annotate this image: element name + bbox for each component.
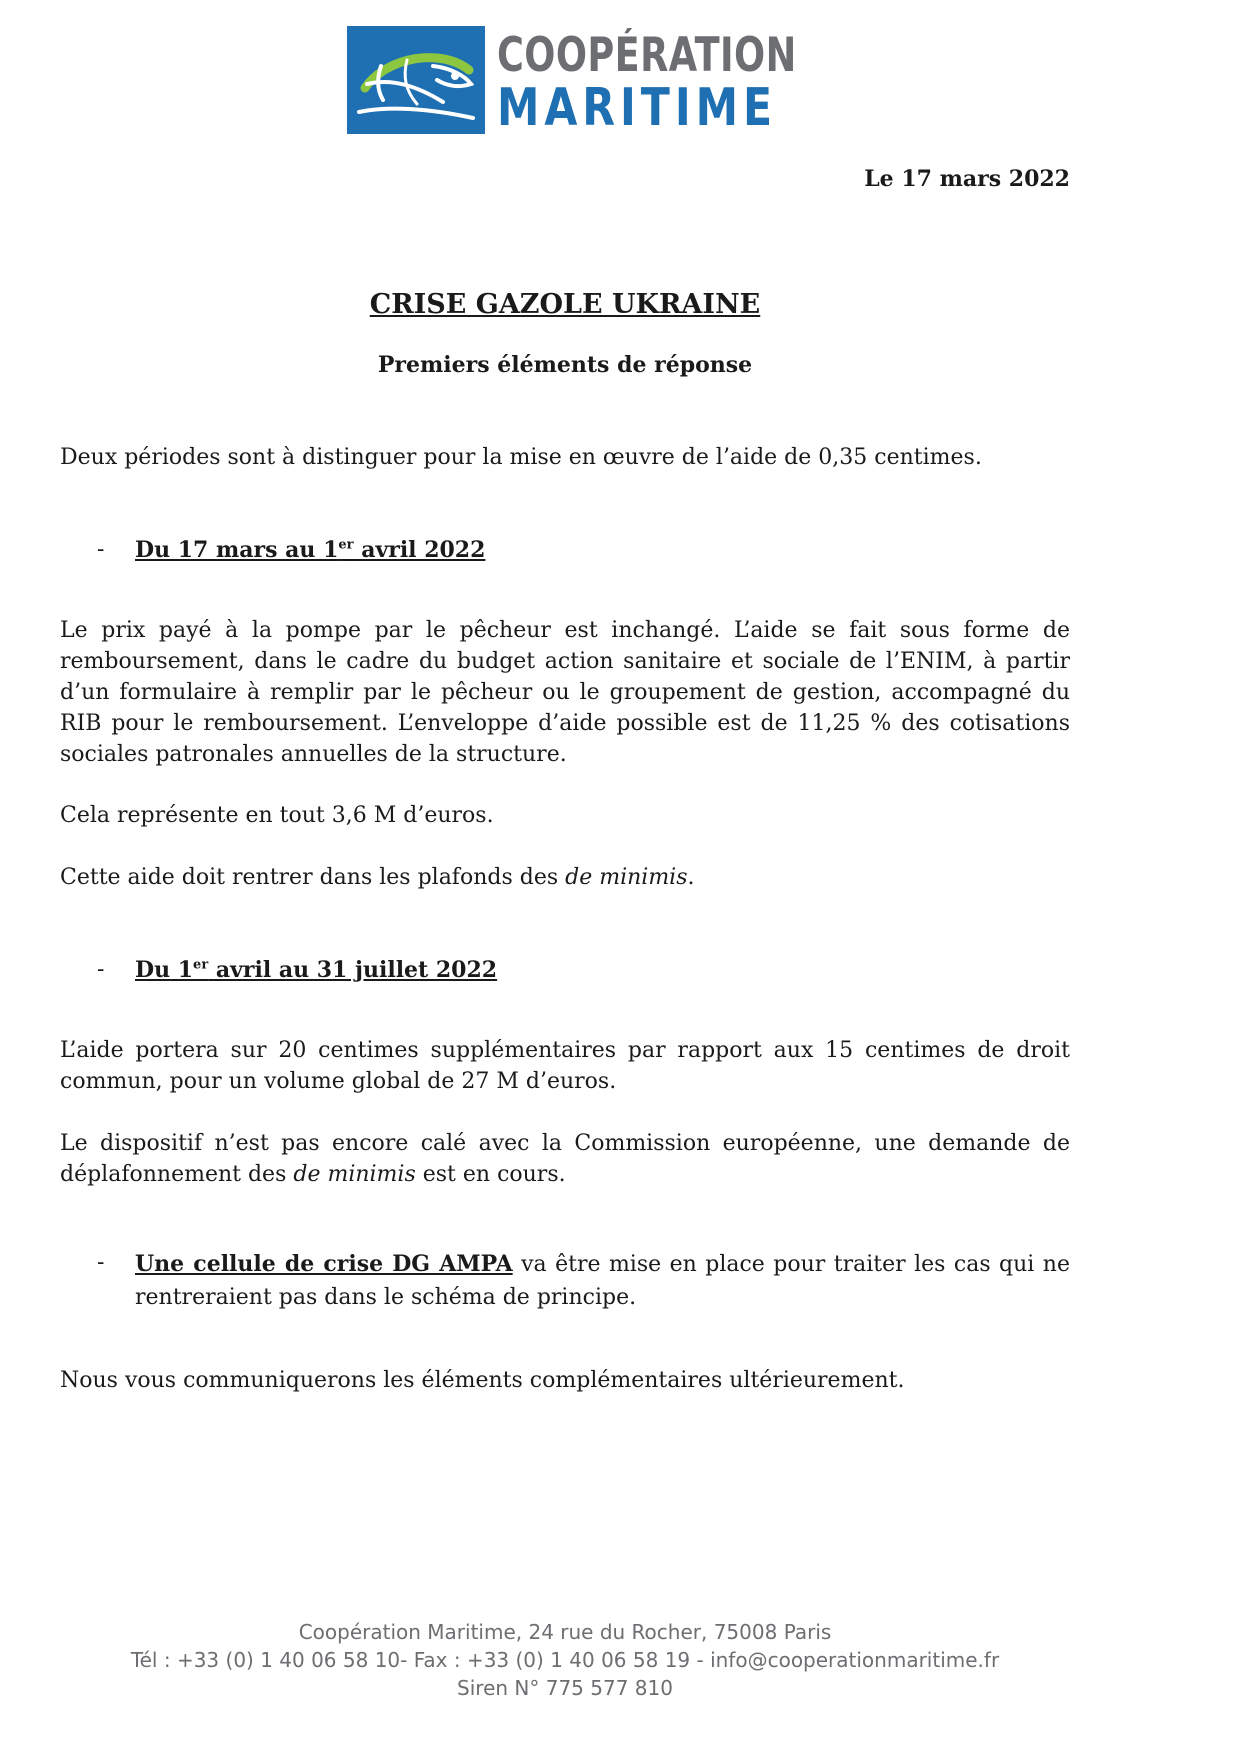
heading-text: Du 1 — [135, 957, 194, 983]
logo-wordmark-line1: COOPÉRATION — [497, 28, 797, 83]
ordinal-suffix: er — [338, 537, 354, 553]
document-title: CRISE GAZOLE UKRAINE — [369, 289, 761, 320]
paragraph-text: Cette aide doit rentrer dans les plafonds des — [60, 865, 566, 890]
footer-contact: Tél : +33 (0) 1 40 06 58 10- Fax : +33 (0) 1 40 06 58 19 - info@cooperationmaritime.fr — [130, 1648, 1000, 1672]
heading-text: avril au 31 juillet 2022 — [208, 957, 498, 983]
page-footer — [0, 1618, 1130, 1702]
emphasis-text: de minimis — [293, 1162, 416, 1187]
document-date: Le 17 mars 2022 — [864, 166, 1070, 192]
company-logo — [347, 26, 797, 138]
closing-paragraph: Nous vous communiquerons les éléments complémentaires ultérieurement. — [60, 1368, 905, 1393]
footer-address: Coopération Maritime, 24 rue du Rocher, 75008 Paris — [298, 1620, 832, 1644]
period-1-de-minimis — [60, 862, 1070, 893]
list-dash: - — [97, 537, 105, 562]
period-2-commission — [60, 1128, 1070, 1190]
ordinal-suffix: er — [193, 957, 209, 973]
section-heading-period-2 — [135, 957, 497, 983]
heading-text: Du 17 mars au 1 — [135, 537, 339, 563]
document-subtitle: Premiers éléments de réponse — [377, 352, 753, 378]
fish-logo-icon — [347, 26, 485, 134]
heading-text: avril 2022 — [353, 537, 486, 563]
footer-siren: Siren N° 775 577 810 — [457, 1676, 673, 1700]
emphasis-text: de minimis — [565, 865, 688, 890]
period-1-total: Cela représente en tout 3,6 M d’euros. — [60, 803, 494, 828]
section-heading-period-1 — [135, 537, 485, 563]
period-2-paragraph: L’aide portera sur 20 centimes supplémentaires par rapport aux 15 centimes de droit commun, pour un volume global de 27 M d’euros. — [60, 1038, 1070, 1094]
paragraph-text: Le dispositif n’est pas encore calé avec la Commission européenne, une demande de déplafonnement des — [60, 1131, 1070, 1187]
crisis-cell-label: Une cellule de crise DG AMPA — [135, 1251, 513, 1277]
intro-paragraph: Deux périodes sont à distinguer pour la mise en œuvre de l’aide de 0,35 centimes. — [60, 445, 982, 470]
list-dash: - — [97, 1250, 105, 1275]
crisis-cell-item — [135, 1248, 1070, 1314]
logo-wordmark-line2: MARITIME — [497, 78, 778, 138]
paragraph-text: est en cours. — [415, 1162, 566, 1187]
paragraph-text: va être mise en place pour traiter les cas qui ne rentreraient pas dans le schéma de principe. — [135, 1252, 1070, 1310]
paragraph-text: . — [687, 865, 695, 890]
list-dash: - — [97, 957, 105, 982]
period-1-paragraph: Le prix payé à la pompe par le pêcheur est inchangé. L’aide se fait sous forme de remboursement, dans le cadre du budget action sanitaire et sociale de l’ENIM, à partir d’un formulaire à remplir par le pêcheur ou le groupement de gestion, accompagné du RIB pour le remboursement. L’enveloppe d’aide possible est de 11,25 % des cotisations sociales patronales annuelles de la structure. — [60, 618, 1070, 767]
